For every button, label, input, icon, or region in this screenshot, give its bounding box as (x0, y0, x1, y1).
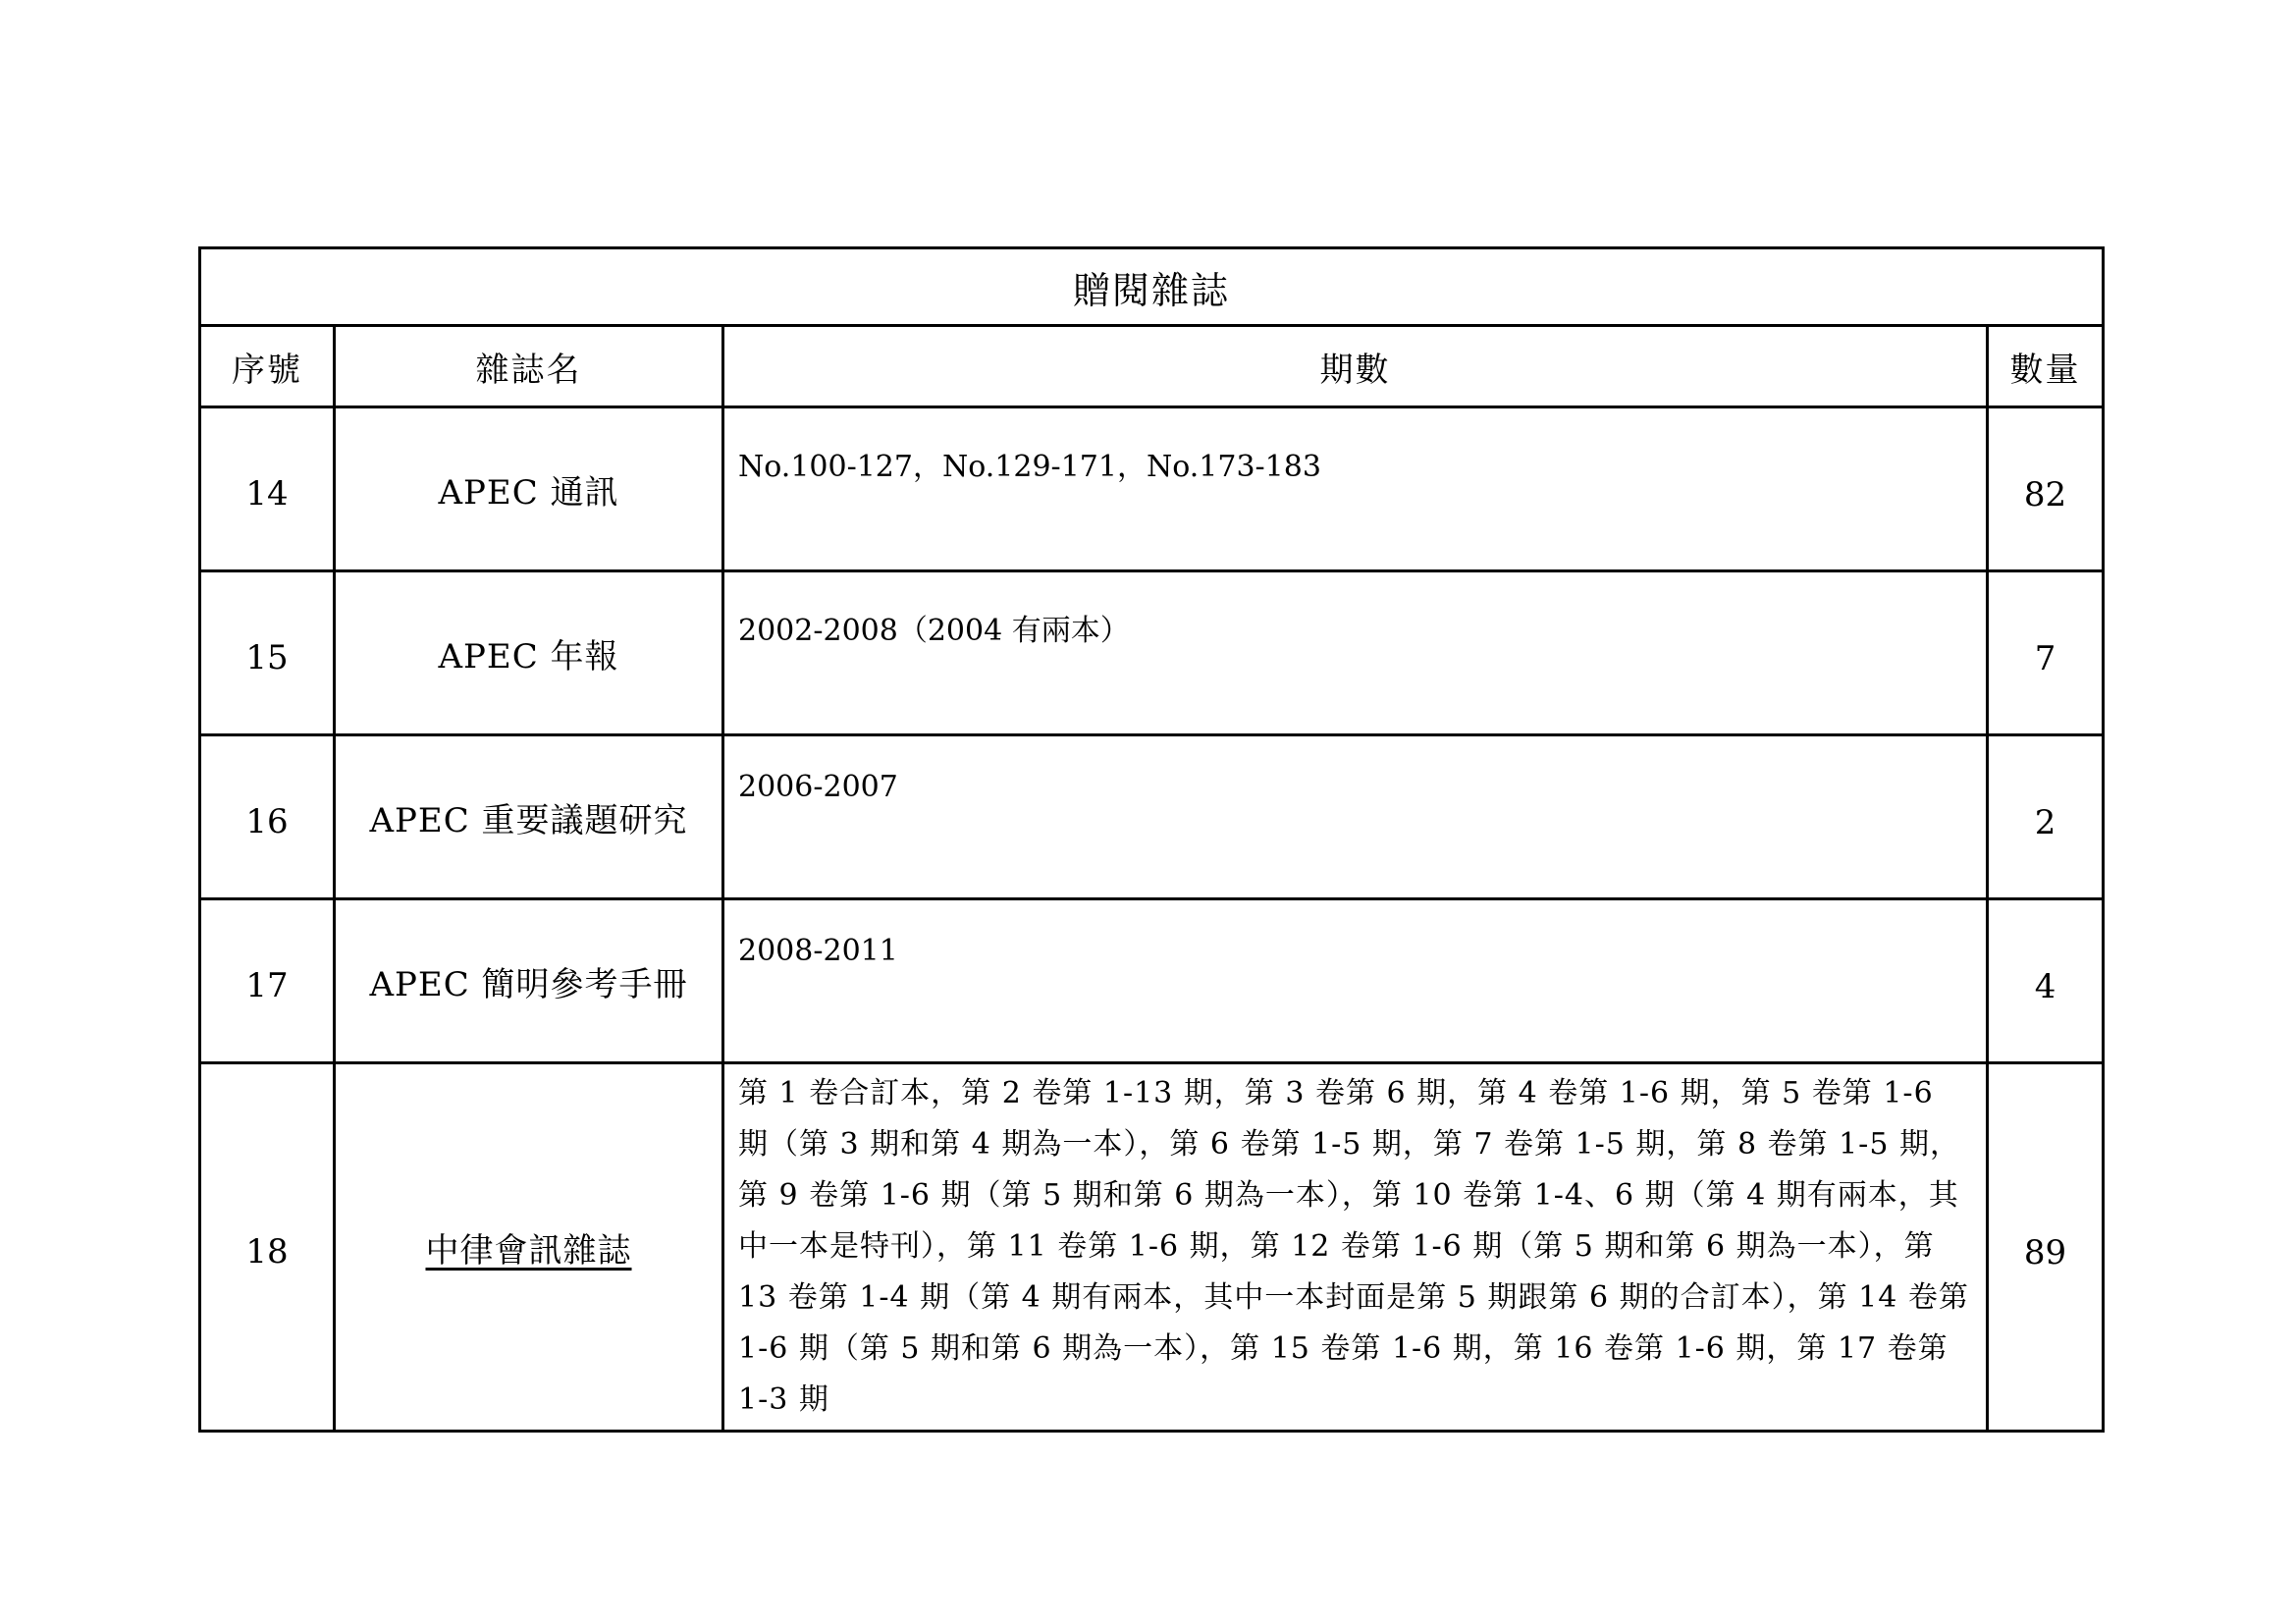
header-seq: 序號 (200, 326, 335, 407)
table-title-row (200, 248, 2104, 326)
row-issues: 2002-2008（2004 有兩本） (723, 571, 1988, 735)
row-issues: No.100-127，No.129-171，No.173-183 (723, 407, 1988, 571)
magazine-table (198, 246, 2105, 1433)
row-name-text: 中律會訊雜誌 (425, 1230, 632, 1271)
row-quantity: 82 (1988, 407, 2104, 571)
table-row (200, 407, 2104, 571)
table-header-row (200, 326, 2104, 407)
row-name: APEC 通訊 (335, 407, 723, 571)
row-name (335, 1063, 723, 1432)
row-issues: 2008-2011 (723, 899, 1988, 1063)
row-quantity: 7 (1988, 571, 2104, 735)
row-name: APEC 重要議題研究 (335, 735, 723, 899)
header-issues: 期數 (723, 326, 1988, 407)
row-seq: 15 (200, 571, 335, 735)
row-seq: 17 (200, 899, 335, 1063)
row-name: APEC 簡明參考手冊 (335, 899, 723, 1063)
row-quantity: 89 (1988, 1063, 2104, 1432)
row-seq: 18 (200, 1063, 335, 1432)
row-issues: 第 1 卷合訂本，第 2 卷第 1-13 期，第 3 卷第 6 期，第 4 卷第 1-6 期，第 5 卷第 1-6 期（第 3 期和第 4 期為一本），第 6 卷第 1-5 期，第 7 卷第 1-5 期，第 8 卷第 1-5 期，第 9 卷第 1-6 期（第 5 期和第 6 期為一本），第 10 卷第 1-4、6 期（第 4 期有兩本，其中一本是特刊），第 11 卷第 1-6 期，第 12 卷第 1-6 期（第 5 期和第 6 期為一本），第 13 卷第 1-4 期（第 4 期有兩本，其中一本封面是第 5 期跟第 6 期的合訂本），第 14 卷第 1-6 期（第 5 期和第 6 期為一本），第 15 卷第 1-6 期，第 16 卷第 1-6 期，第 17 卷第 1-3 期 (723, 1063, 1988, 1432)
table-row (200, 899, 2104, 1063)
header-quantity: 數量 (1988, 326, 2104, 407)
row-name: APEC 年報 (335, 571, 723, 735)
row-seq: 14 (200, 407, 335, 571)
row-issues: 2006-2007 (723, 735, 1988, 899)
row-seq: 16 (200, 735, 335, 899)
table-row (200, 571, 2104, 735)
table-title: 贈閱雜誌 (200, 248, 2104, 326)
table-row (200, 1063, 2104, 1432)
row-quantity: 4 (1988, 899, 2104, 1063)
table-row (200, 735, 2104, 899)
header-name: 雜誌名 (335, 326, 723, 407)
row-quantity: 2 (1988, 735, 2104, 899)
